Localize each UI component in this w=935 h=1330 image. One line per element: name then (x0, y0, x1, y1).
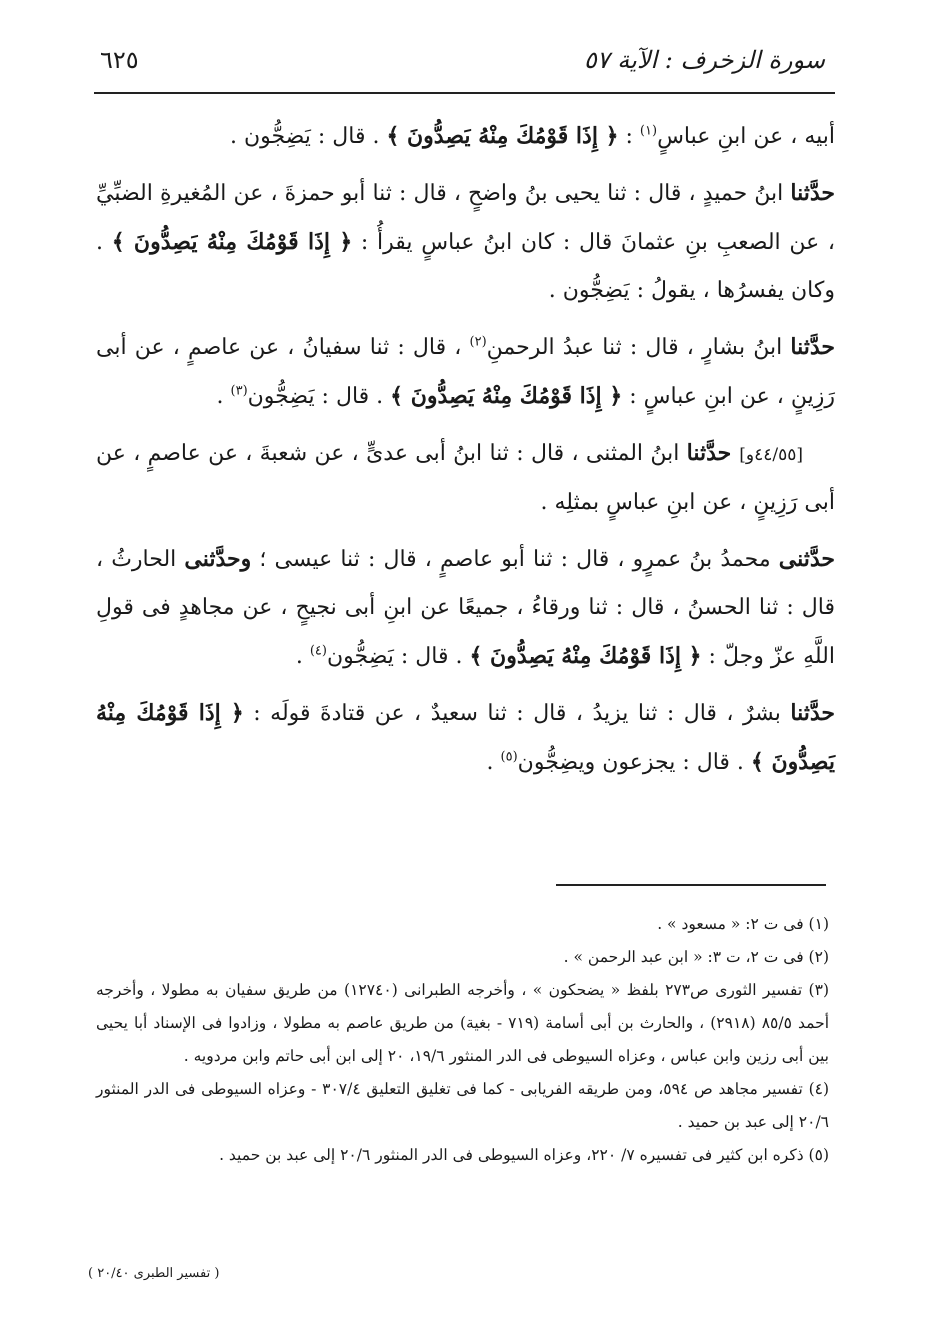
footnote-1: (١) فى ت ٢: « مسعود » . (657, 915, 829, 933)
manuscript-folio-marker: [٤٤/٥٥و] (739, 445, 803, 465)
footnote-4: (٤) تفسير مجاهد ص ٥٩٤، ومن طريقه الفريابى - كما فى تغليق التعليق ٣٠٧/٤ - وعزاه السيوطى فى الدر المنثور ٢٠/٦ إلى عبد بن حميد . (96, 1080, 830, 1131)
text-run: محمدُ بنُ عمرٍو ، قال : ثنا أبو عاصمٍ ، قال : ثنا عيسى ؛ (251, 547, 779, 572)
paragraph (96, 169, 835, 315)
text-run: ابنُ المثنى ، قال : ثنا ابنُ أبى عدىٍّ ، عن شعبةَ ، عن عاصمٍ ، عن أبى رَزِينٍ ، عن ابنِ عباسٍ بمثلِه . (96, 441, 835, 515)
footnote-2: (٢) فى ت ٢، ت ٣: « ابن عبد الرحمن » . (563, 948, 829, 966)
isnad-lead: حدَّثنا (686, 440, 740, 466)
text-run: ابنُ حميدٍ ، قال : ثنا يحيى بنُ واضحٍ ، قال : ثنا أبو حمزةَ ، عن المُغيرةِ الضبِّيِّ ، عن الصعبِ بنِ عثمانَ قال : كان ابنُ عباسٍ يقرأُ : (96, 181, 835, 255)
text-run: بشرٌ ، قال : ثنا يزيدُ ، قال : ثنا سعيدٌ ، عن قتادةَ قولَه : (243, 701, 791, 726)
quran-verse: ﴿ إِذَا قَوْمُكَ مِنْهُ يَصِدُّونَ ﴾ (111, 229, 353, 255)
footnote-5: (٥) ذكره ابن كثير فى تفسيره ٧/ ٢٢٠، وعزاه السيوطى فى الدر المنثور ٢٠/٦ إلى عبد بن حميد . (219, 1146, 829, 1164)
header-rule (94, 92, 835, 94)
isnad-lead: حدَّثنا (790, 700, 835, 726)
text-run: ابنُ بشارٍ ، قال : ثنا عبدُ الرحمنِ (486, 335, 791, 360)
paragraph (96, 429, 835, 527)
quran-verse: ﴿ إِذَا قَوْمُكَ مِنْهُ يَصِدُّونَ ﴾ (390, 383, 623, 409)
paragraph (96, 323, 835, 421)
text-run: . قال : يَضِجُّون (247, 384, 391, 409)
paragraph (96, 535, 835, 681)
text-run: . قال : يَضِجُّون (326, 644, 470, 669)
text-run: أبيه ، عن ابنِ عباسٍ (657, 124, 835, 149)
text-run: . (486, 750, 501, 775)
page-number: ٦٢٥ (100, 46, 139, 74)
footnote-reference: (٥) (500, 749, 518, 765)
footnote-reference: (٣) (230, 383, 248, 399)
footnotes (96, 908, 829, 1172)
volume-reference: ( تفسير الطبرى ٢٠/٤٠ ) (88, 1266, 220, 1281)
isnad-lead: حدَّثنا (790, 180, 835, 206)
text-run: . قال : يجزعون ويضِجُّون (517, 750, 751, 775)
footnote-reference: (٢) (469, 334, 487, 350)
footnote-reference: (١) (639, 123, 658, 139)
footnote-reference: (٤) (309, 643, 327, 659)
text-run: . (216, 384, 231, 409)
text-run: ، قال : ثنا سفيانُ ، عن عاصمٍ ، عن أبى رَزِينٍ ، عن ابنِ عباسٍ : (96, 335, 835, 409)
text-run: . قال : يَضِجُّون . (229, 124, 387, 149)
main-text (96, 112, 835, 795)
footnote-3: (٣) تفسير الثورى ص٢٧٣ بلفظ « يضحكون » ، وأخرجه الطبرانى (١٢٧٤٠) من طريق سفيان به مطولا ، وأخرجه أحمد ٨٥/٥ (٢٩١٨) ، والحارث بن أبى أسامة (٧١٩ - بغية) من طريق عاصم به مطولا ، وزادوا فى الإسناد أبا يحيى بين أبى رزين وابن عباس ، وعزاه السيوطى فى الدر المنثور ١٩/٦، ٢٠ إلى ابن أبى حاتم وابن مردويه . (96, 981, 829, 1065)
text-run: الحارثُ ، قال : ثنا الحسنُ ، قال : ثنا ورقاءُ ، جميعًا عن ابنِ أبى نجيحٍ ، عن مجاهدٍ فى قولِ اللَّهِ عزّ وجلّ : (96, 547, 835, 669)
running-title: سورة الزخرف : الآية ٥٧ (583, 46, 825, 74)
page-header (100, 36, 825, 84)
paragraph (96, 112, 835, 161)
quran-verse: ﴿ إِذَا قَوْمُكَ مِنْهُ يَصِدُّونَ ﴾ (96, 700, 835, 775)
quran-verse: ﴿ إِذَا قَوْمُكَ مِنْهُ يَصِدُّونَ ﴾ (469, 643, 702, 669)
footnote-separator (556, 884, 826, 886)
text-run: . وكان يفسرُها ، يقولُ : يَضِجُّون . (96, 230, 835, 303)
isnad-lead: حدَّثنى (778, 546, 835, 572)
isnad-lead: وحدَّثنى (184, 546, 252, 572)
quran-verse: ﴿ إِذَا قَوْمُكَ مِنْهُ يَصِدُّونَ ﴾ (386, 123, 619, 149)
text-run: : (618, 124, 640, 149)
paragraph (96, 689, 835, 787)
text-run: . (295, 644, 310, 669)
isnad-lead: حدَّثنا (790, 334, 835, 360)
